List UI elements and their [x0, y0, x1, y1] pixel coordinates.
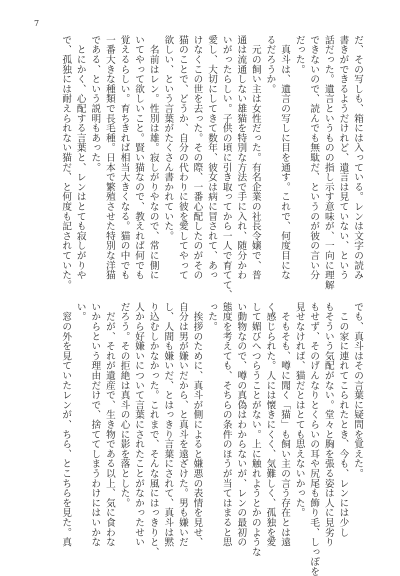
- top-text-line: とにかく、心配する言葉と、レンはとても寂しがりや: [74, 35, 86, 280]
- bottom-text-line: 自分は男が嫌いだから、と真斗を遠ざけた。男も嫌いだ: [176, 302, 188, 547]
- top-text-line: いがったらしい。子供の頃に引き取ってから一人で育てて、: [220, 35, 232, 300]
- top-text-line: である、という説明もあった。: [89, 35, 101, 173]
- bottom-text-line: もせず、そのげんなりとくらいの耳や尻尾も飾り毛、しっぽを: [308, 302, 320, 576]
- bottom-text-line: だが、それが遺産で、生き物である以上、気に食わな: [103, 302, 115, 547]
- top-text-line: 愛し、大切にしてきて数年、彼女は病に冒されて、あっ: [206, 35, 218, 280]
- top-text-line: るだろうか。: [264, 35, 276, 94]
- bottom-text-line: だろう。その拒絶は真斗の心に影を落とした。: [118, 302, 130, 508]
- top-text-line: 覚えるらしい。育ちきれば相当大きくなる。猫の中でも: [118, 35, 130, 280]
- top-text-line: だった。: [293, 35, 305, 75]
- bottom-text-line: 人から好嫌いについて言葉にされたことがなかったせい: [133, 302, 145, 547]
- bottom-text-line: 態度を考えても、そちらの条件のほうが当てはまると思: [220, 302, 232, 547]
- top-text-line: 欲しい、という言葉がたくさん書かれていた。: [162, 35, 174, 241]
- bottom-text-line: り込むしかなかった。これまで、そんな風にはっきりと、: [147, 302, 159, 557]
- top-text-line: だ、その写しも、箱には入っている。レンは文字の読み: [352, 35, 363, 280]
- top-text-line: けなくこの世を去った。その際、一番心配したのがその: [191, 35, 203, 280]
- top-text-line: 書きができるようだけれど、遺言は見ていない、という: [337, 35, 349, 280]
- bottom-text-line: 窓の外を見ていたレンが、ちら、とこちらを見た。真: [60, 302, 72, 547]
- bottom-text-line: 挨拶のために、真斗が側によると嫌悪の表情を見せ、: [191, 302, 203, 547]
- top-text-line: 話だった。遺言というものの指し示す意味が、一向に理解: [322, 35, 334, 290]
- bottom-text-line: もそういう気配がない。堂々と胸を張る姿は人に見劣り: [322, 302, 334, 547]
- bottom-text-line: して媚びへつらうことがない。上に触れようとかのような: [249, 302, 261, 557]
- bottom-text-line: そもそも、噂に聞く「猫」も飼い主の言う存在とは遠: [279, 302, 291, 547]
- top-text-line: で、孤独には耐えられない猫だ、と何度も記されていた。: [60, 35, 72, 290]
- bottom-text-line: 見せなければ、猫だとはとても思えないかった。: [293, 302, 305, 518]
- top-text-line: できないので、読んでも無駄だ、というのが彼の言い分: [308, 35, 320, 280]
- bottom-text-line: でも、真斗はその言葉に疑問を覚えた。: [352, 302, 363, 479]
- top-text-line: 猫のことで、どうか、自分の代わりに彼を愛してやって: [176, 35, 188, 280]
- top-text-line: 名前はレン。性別は雄。寂しがりやなので、常に側に: [147, 35, 159, 280]
- bottom-text-block: [58, 302, 364, 576]
- top-text-line: 通は流通しない雄猫を特別な方法で手に入れ、随分かわ: [235, 35, 247, 280]
- bottom-text-line: い動物なので、噂の真偽はわからないが、レンの最初の: [235, 302, 247, 547]
- top-text-line: いてやって欲しいこと。賢い猫なので、教えれば何でも: [133, 35, 145, 280]
- bottom-text-line: い。: [74, 302, 86, 322]
- top-text-block: [58, 35, 364, 300]
- bottom-text-line: し、人間も嫌いだ、とはっきり言葉にされて、真斗は黙: [162, 302, 174, 547]
- top-text-line: 真斗は、遺言の写しに目を通す。これで、何度目にな: [279, 35, 291, 280]
- bottom-text-line: った。: [206, 302, 218, 332]
- bottom-text-line: この家に連れてこられたとき、今も、レンには少し: [337, 302, 349, 538]
- page-number: 7: [34, 19, 40, 28]
- top-text-line: 元の飼い主は女性だった。有名企業の社長令嬢で、普: [249, 35, 261, 280]
- bottom-text-line: く感じられた。人には懐きにくく、気難しく、孤独を愛: [264, 302, 276, 547]
- top-text-line: 一番大きな種類で長毛種。日本で繁殖させた特別な洋猫: [103, 35, 115, 280]
- bottom-text-line: いからという理由だけで、捨ててしまうわけにはいかな: [89, 302, 101, 547]
